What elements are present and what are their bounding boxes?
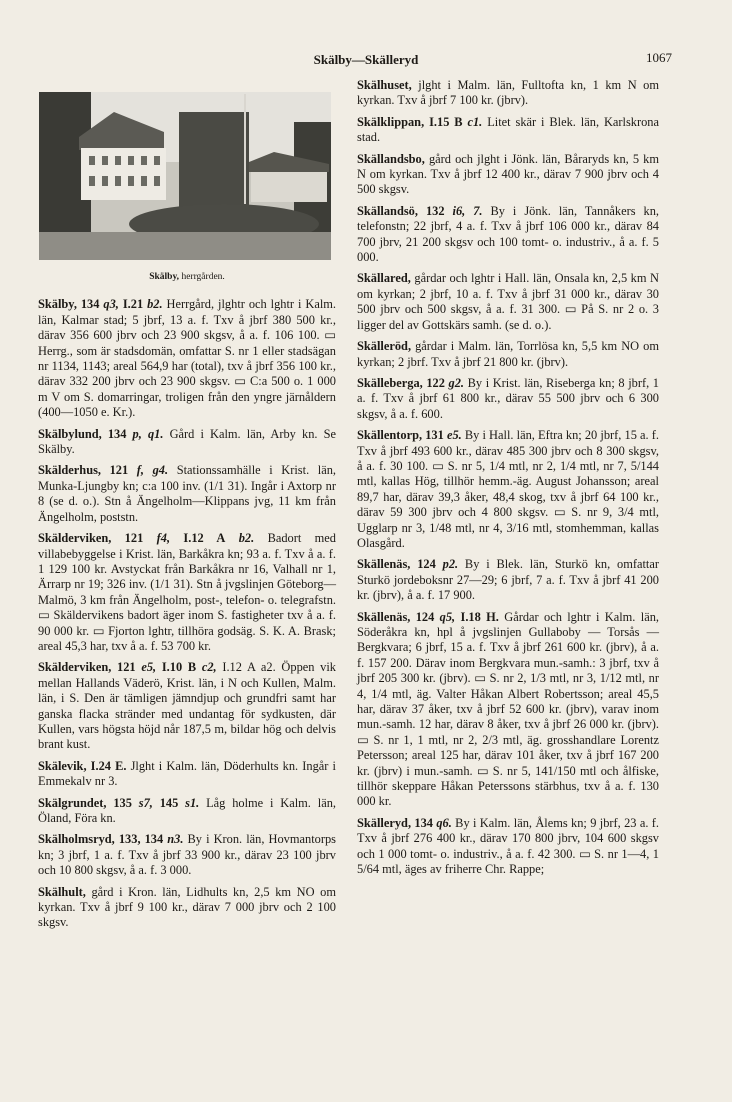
- entry-headword: Skälderviken,: [38, 531, 112, 546]
- entry-map-grid2: b2.: [225, 531, 255, 546]
- entry-map-ref2: I.10 B: [156, 660, 197, 675]
- entry-map-grid: q5,: [434, 609, 456, 624]
- entry-headword: Skälklippan,: [357, 114, 425, 129]
- entry-map-ref2: I.12 A: [170, 531, 226, 546]
- entry-text: Gård i Kalm. län, Arby kn. Se Skälby.: [38, 426, 336, 457]
- entry-headword: Skällared,: [357, 271, 411, 286]
- gazetteer-entry: [38, 660, 336, 752]
- right-entries: [357, 78, 659, 878]
- entry-headword: Skälbylund,: [38, 426, 102, 441]
- entry-text: gård och jlght i Jönk. län, Båraryds kn, 5 km N om kyrkan. Txv å jbrf 12 400 kr., därav 7 900 jbrv och 4 500 skgsv.: [357, 151, 659, 197]
- running-title: Skälby—Skälleryd: [313, 52, 419, 67]
- entry-map-ref: 132: [417, 203, 445, 218]
- entry-map-ref2: I.21: [118, 297, 144, 312]
- entry-map-grid: c1.: [462, 114, 483, 129]
- entry-headword: Skälderviken,: [38, 660, 112, 675]
- entry-map-grid: s7,: [131, 795, 153, 810]
- entry-text: Litet skär i Blek. län, Karlskrona stad.: [357, 114, 659, 145]
- entry-map-ref: 124: [410, 609, 435, 624]
- entry-map-grid: f4,: [143, 531, 171, 546]
- caption-rest: herrgården.: [179, 272, 225, 282]
- entry-headword: Skälhuset,: [357, 78, 412, 92]
- caption-name: Skälby,: [149, 272, 180, 282]
- gazetteer-entry: [38, 832, 336, 878]
- right-column: [357, 78, 659, 884]
- entry-map-ref2: 145: [152, 795, 179, 810]
- entry-text: Stationssamhälle i Krist. län, Munka-Ljungby kn; c:a 100 inv. (1/1 31). Ingår i Axtorp nr 8 (se d. o.). Stn å Ängelholm—Klippans jvg, 11 km från Ängelholm, poststn.: [38, 463, 336, 524]
- entry-map-ref: 131: [422, 428, 444, 443]
- gazetteer-entry: [357, 204, 659, 266]
- entry-headword: Skälleröd,: [357, 339, 412, 354]
- entry-map-ref: 135: [106, 795, 132, 810]
- entry-map-ref2: I.18 H.: [455, 609, 499, 624]
- gazetteer-entry: [357, 376, 659, 422]
- entry-map-grid: f, g4.: [128, 463, 169, 478]
- entry-map-grid: e5.: [443, 428, 462, 443]
- entry-map-ref: 124: [410, 557, 436, 572]
- entry-map-grid: n3.: [163, 832, 184, 847]
- gazetteer-entry: [357, 152, 659, 198]
- entry-map-ref: 121: [101, 463, 129, 478]
- entry-headword: Skälleberga,: [357, 375, 423, 390]
- entry-map-grid: g2.: [444, 375, 465, 390]
- entry-map-grid: i6, 7.: [444, 203, 483, 218]
- entry-headword: Skälleryd,: [357, 815, 412, 830]
- gazetteer-entry: [357, 271, 659, 333]
- entry-map-grid: e5,: [135, 660, 157, 675]
- entry-headword: Skälhult,: [38, 884, 86, 899]
- entry-map-grid2: c2,: [196, 660, 217, 675]
- entry-headword: Skällentorp,: [357, 428, 423, 443]
- gazetteer-entry: [357, 115, 659, 146]
- entry-text: I.12 A a2. Öppen vik mellan Hallands Väderö, Krist. län, i N och Kullen, Malm. län, i S. Den är tämligen jämndjup och grundfri samt har ganska flacka stränder med undantag för sydkusten, där Kullen, vars högsta höjd når 187,5 m, bildar hög och delvis brant kust.: [38, 660, 337, 752]
- entry-text: By i Kron. län, Hovmantorps kn; 3 jbrf, 1 a. f. Txv å jbrf 33 900 kr., därav 23 100 jbrv och 10 800 skgsv, å a. f. 3 000.: [38, 832, 336, 878]
- entry-headword: Skälholmsryd,: [38, 832, 115, 847]
- entry-map-grid2: s1.: [178, 795, 200, 810]
- entry-map-grid: q3,: [99, 297, 119, 312]
- entry-text: By i Hall. län, Eftra kn; 20 jbrf, 15 a. f. Txv å jbrf 493 600 kr., därav 485 300 jbrv och 8 300 skgsv, å a. f. 30 100. ▭ S. nr 5, 1/4 mtl, nr 2, 1/4 mtl, nr 7, 5/144 mtl, kallas Hög, tillhör hemm.-äg. August Johansson; areal 89,7 har, därav 39,3 åker, 48,4 skog, txv å jbrf 64 100 kr., därav 59 300 jbrv och 4 800 skgsv. ▭ S. nr 9, 3/4 mtl, Ugglarp nr 3, 1/48 mtl, nr 4, 3/16 mtl, stomhemman, kallas Olasgård.: [357, 428, 660, 550]
- gazetteer-entry: [38, 427, 336, 458]
- left-entries: [38, 297, 336, 930]
- entry-map-ref: 134: [76, 297, 100, 312]
- gazetteer-entry: [357, 78, 659, 109]
- entry-map-ref: 134: [101, 426, 127, 441]
- manor-photo: [39, 92, 331, 260]
- entry-map-ref: 121: [111, 531, 144, 546]
- manor-illustration: [39, 92, 331, 260]
- gazetteer-entry: [357, 557, 659, 603]
- entry-text: gårdar i Malm. län, Torrlösa kn, 5,5 km NO om kyrkan; 2 jbrf. Txv å jbrf 21 800 kr. (jbrv).: [357, 339, 659, 369]
- entry-headword: Skällandsö,: [357, 203, 418, 218]
- entry-map-ref: I.15 B: [424, 114, 463, 129]
- photo-caption: [38, 270, 336, 285]
- entry-headword: Skälgrundet,: [38, 795, 107, 810]
- entry-text: Herrgård, jlghtr och lghtr i Kalm. län, Kalmar stad; 5 jbrf, 13 a. f. Txv å jbrf 380 500 kr., därav 356 600 jbrv och 23 900 skgsv, å a. f. 106 100. ▭ Herrg., som är stadsdomän, omfattar S. nr 1 eller stadsägan nr 1134, 1143; areal 564,9 har (total), txv å jbrf 356 100 kr., därav 332 200 jbrv och 23 900 skgsv. ▭ C:a 500 o. 1 000 m V om S. domarringar, troligen från den yngre järnåldern (400—1050 e. Kr.).: [38, 297, 336, 420]
- entry-map-ref: 133, 134: [114, 832, 164, 847]
- entry-headword: Skällenäs,: [357, 557, 411, 572]
- entry-headword: Skälderhus,: [38, 463, 102, 478]
- gazetteer-entry: [38, 796, 336, 827]
- page-number: 1067: [646, 50, 672, 65]
- entry-map-ref: 122: [422, 375, 445, 390]
- gazetteer-entry: [38, 885, 336, 931]
- gazetteer-entry: [38, 297, 336, 420]
- gazetteer-entry: [357, 428, 659, 551]
- gazetteer-entry: [38, 759, 336, 790]
- entry-map-ref: 134: [411, 815, 433, 830]
- entry-text: By i Krist. län, Riseberga kn; 8 jbrf, 1 a. f. Txv å jbrf 61 800 kr., därav 55 500 jbrv och 6 300 skgsv, å a. f. 600.: [357, 375, 659, 421]
- entry-text: Badort med villabebyggelse i Krist. län, Barkåkra kn; 93 a. f. Txv å a. f. 1 129 100 kr. Avstyckat från Barkåkra nr 16, Valhall nr 1, Ärrarp nr 19; 326 inv. (1/1 31). Stn å jvgslinjen Göteborg—Malmö, 3 km från Ängelholm, post-, telefon- o. telegrafstn. ▭ Skäldervikens badort äger inom S. fastigheter txv å a. f. 90 000 kr. ▭ Fjorton lghtr, tillhöra godsäg. S. K. A. Brask; areal 45,3 har, txv å a. f. 53 700 kr.: [38, 531, 336, 653]
- entry-map-grid: p2.: [435, 557, 459, 572]
- entry-headword: Skällenäs,: [357, 609, 411, 624]
- entry-text: gårdar och lghtr i Hall. län, Onsala kn, 2,5 km N om kyrkan; 2 jbrf, 10 a. f. Txv å jbrf 31 000 kr., därav 30 500 jbrv och 500 skgsv, å a. f. 31 300. ▭ På S. nr 2 o. 3 ligger del av Gottskärs samh. (se d. o.).: [357, 271, 659, 332]
- entry-text: By i Kalm. län, Ålems kn; 9 jbrf, 23 a. f. Txv å jbrf 276 400 kr., därav 170 800 jbrv, 104 600 skgsv och 1 000 tomt- o. industriv., å a. f. 42 300. ▭ S. nr 1—4, 1 5/64 mtl, äges av friherre Chr. Rappe;: [357, 815, 659, 877]
- entry-text: jlght i Malm. län, Fulltofta kn, 1 km N om kyrkan. Txv å jbrf 7 100 kr. (jbrv).: [357, 78, 659, 108]
- gazetteer-entry: [357, 339, 659, 370]
- entry-map-ref: 121: [111, 660, 136, 675]
- entry-map-grid: q6.: [432, 815, 452, 830]
- entry-map-grid2: b2.: [143, 297, 163, 312]
- entry-text: gård i Kron. län, Lidhults kn, 2,5 km NO om kyrkan. Txv å jbrf 9 100 kr., därav 7 000 jbrv och 2 100 skgsv.: [38, 884, 336, 930]
- entry-headword: Skällandsbo,: [357, 151, 425, 166]
- entry-text: Gårdar och lghtr i Kalm. län, Söderåkra kn, hpl å jvgslinjen Gullaboby — Torsås — Bergkvara; 6 jbrf, 15 a. f. Txv å jbrf 261 600 kr. (jbrv), å a. f. 157 200. Därav inom Bergkvara mun.-samh.: 3 jbrf, txv å jbrf 205 300 kr. (jbrv). ▭ S. nr 2, 1/3 mtl, nr 3, 1/12 mtl, nr 4, 1/4 mtl, äg. Valter Håkan Albert Robertsson; areal 45,5 har, därav 37 åker, txv å jbrf 52 600 kr. (jbrv), varav inom mun.-samh. 12 har, därav 8 åker, txv å jbrf 26 000 kr. (jbrv). ▭ S. nr 1, 1 mtl, nr 2, 2/3 mtl, äg. grosshandlare Lorentz Petersson; areal 125 har, därav 101 åker, txv å jbrf 167 200 kr. (jbrv) i mun.-samh. ▭ S. nr 5, 141/150 mtl och ålfiske, tillhör skeppare Håkan Peterssons stärbhus, txv å a. f. 130 000 kr.: [357, 609, 659, 809]
- entry-text: Låg holme i Kalm. län, Öland, Föra kn.: [38, 795, 336, 825]
- entry-map-grid: p, q1.: [126, 426, 164, 441]
- entry-headword: Skälevik,: [38, 758, 87, 773]
- gazetteer-entry: [38, 531, 336, 654]
- entry-map-ref: I.24 E.: [86, 758, 127, 773]
- entry-text: By i Blek. län, Sturkö kn, omfattar Sturkö jordeboksnr 27—29; 6 jbrf, 7 a. f. Txv å jbrf 41 200 kr. (jbrv), å a. f. 17 900.: [357, 557, 660, 603]
- gazetteer-entry: [357, 816, 659, 878]
- entry-text: Jlght i Kalm. län, Döderhults kn. Ingår i Emmekalv nr 3.: [38, 758, 336, 789]
- gazetteer-entry: [38, 463, 336, 525]
- gazetteer-entry: [357, 610, 659, 810]
- left-column: [38, 78, 336, 937]
- entry-headword: Skälby,: [38, 297, 77, 312]
- entry-text: By i Jönk. län, Tannåkers kn, telefonstn; 22 jbrf, 4 a. f. Txv å jbrf 106 000 kr., därav 84 700 jbrv, 21 200 skgsv och 100 tomt- o. industriv., å a. f. 5 000.: [357, 203, 659, 265]
